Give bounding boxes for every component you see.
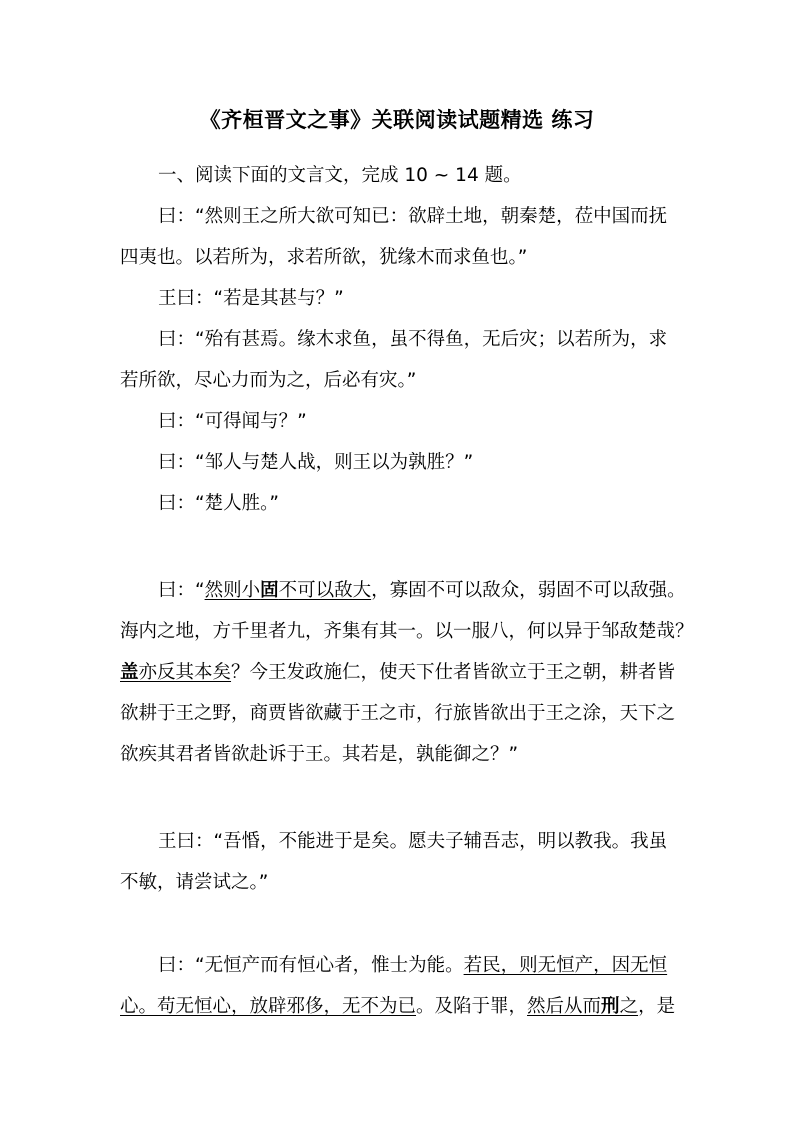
text-line: 曰：“邹人与楚人战，则王以为孰胜？” — [158, 452, 474, 473]
underlined-phrase: 之 — [619, 996, 639, 1017]
underlined-phrase: 心。苟无恒心，放辟邪侈，无不为已 — [120, 996, 417, 1017]
instruction-line: 一、阅读下面的文言文，完成 10 ~ 14 题。 — [158, 165, 522, 186]
text-segment: 。及陷于罪， — [416, 996, 528, 1017]
text-line — [120, 996, 675, 1018]
underlined-phrase: 不可以敌大 — [278, 580, 372, 601]
text-segment: ，寡固不可以敌众，弱固不可以敌强。 — [371, 580, 686, 601]
text-line: 若所欲，尽心力而为之，后必有灾。” — [120, 370, 417, 391]
text-line: 王曰：“吾惛，不能进于是矣。愿夫子辅吾志，明以教我。我虽 — [158, 831, 668, 852]
bold-underlined-character: 固 — [260, 580, 279, 601]
text-line: 欲耕于王之野，商贾皆欲藏于王之市，行旅皆欲出于王之涂，天下之 — [120, 703, 676, 724]
underlined-phrase: 若民，则无恒产，因无恒 — [463, 955, 668, 976]
underlined-phrase: 亦反其本矣 — [138, 662, 232, 683]
text-line — [120, 662, 675, 684]
bold-underlined-character: 刑 — [601, 996, 620, 1017]
text-line: 王曰：“若是其甚与？” — [158, 288, 344, 309]
text-line — [158, 580, 686, 602]
text-segment: ？今王发政施仁，使天下仕者皆欲立于王之朝，耕者皆 — [231, 662, 676, 683]
text-line: 曰：“可得闻与？” — [158, 411, 307, 432]
underlined-phrase: 然则小 — [204, 580, 261, 601]
underlined-phrase: 然后从而 — [527, 996, 602, 1017]
text-line: 曰：“然则王之所大欲可知已：欲辟土地，朝秦楚，莅中国而抚 — [158, 206, 668, 227]
text-line: 曰：“楚人胜。” — [158, 493, 279, 514]
text-line: 曰：“殆有甚焉。缘木求鱼，虽不得鱼，无后灾；以若所为，求 — [158, 329, 668, 350]
text-segment: 曰：“无恒产而有恒心者，惟士为能。 — [158, 955, 464, 976]
text-line: 海内之地，方千里者九，齐集有其一。以一服八，何以异于邹敌楚哉？ — [120, 621, 694, 642]
document-title: 《齐桓晋文之事》关联阅读试题精选 练习 — [199, 108, 595, 132]
text-line: 欲疾其君者皆欲赴诉于王。其若是，孰能御之？” — [120, 744, 519, 765]
text-segment: ，是 — [638, 996, 676, 1017]
bold-underlined-character: 盖 — [120, 662, 139, 683]
text-segment: 曰：“ — [158, 580, 205, 601]
text-line: 不敏，请尝试之。” — [120, 872, 269, 893]
text-line — [158, 955, 667, 977]
text-line: 四夷也。以若所为，求若所欲，犹缘木而求鱼也。” — [120, 247, 528, 268]
